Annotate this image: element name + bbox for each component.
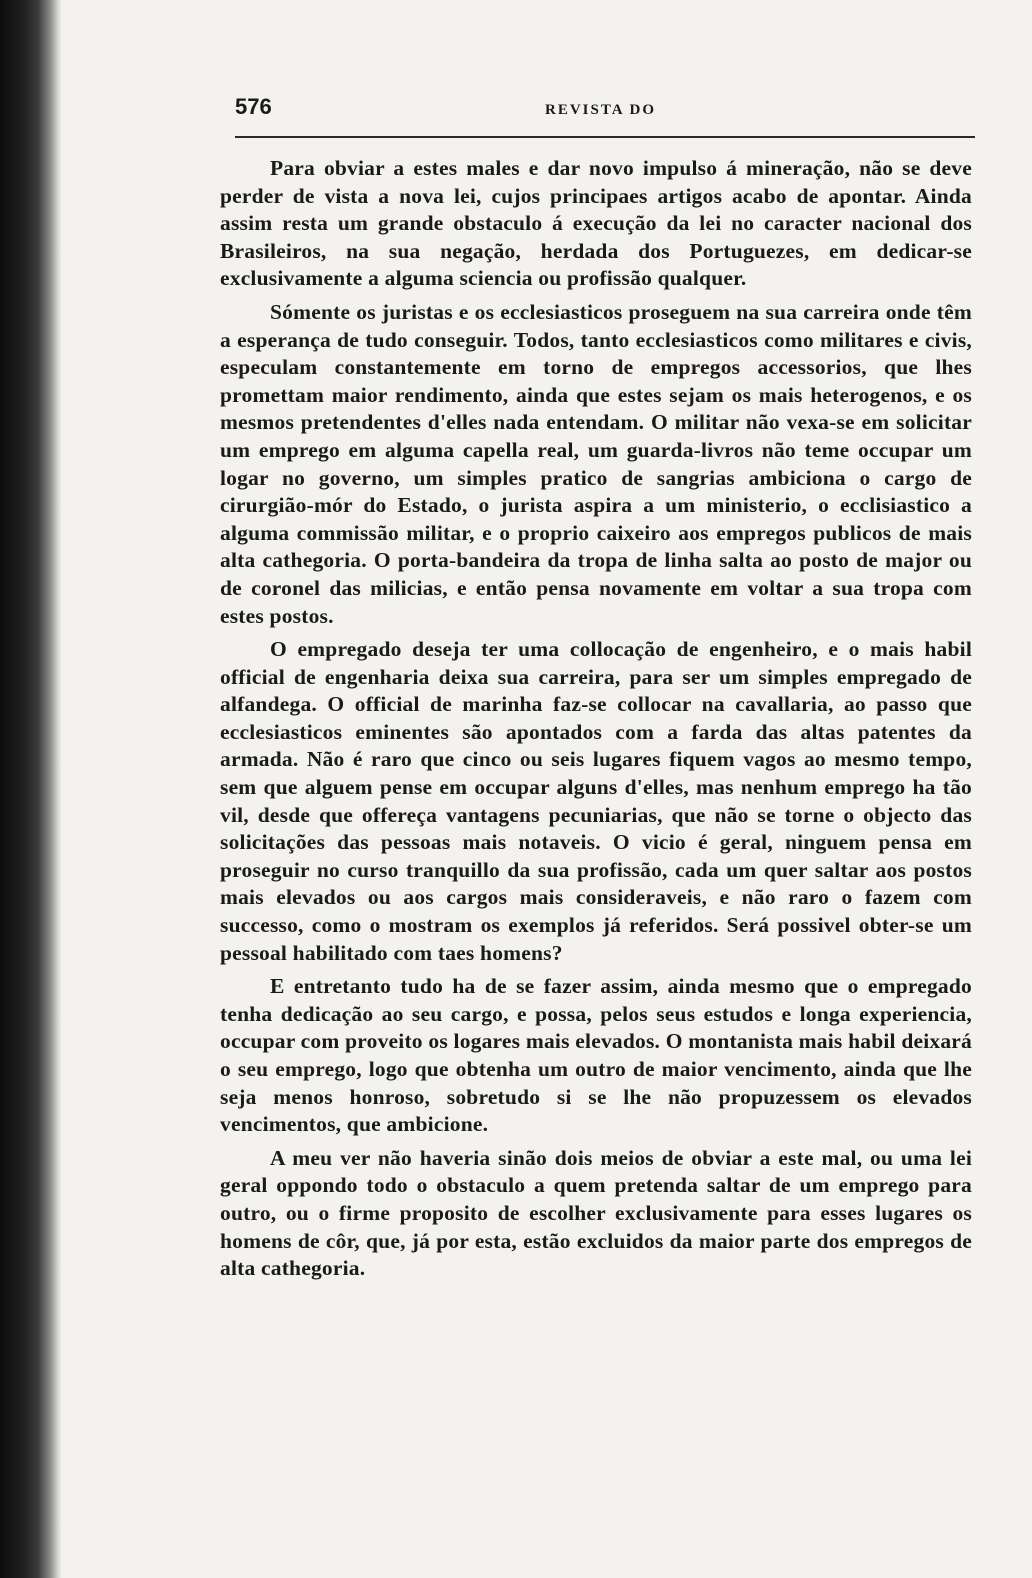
- journal-title: REVISTA DO: [545, 102, 656, 118]
- book-binding-shadow: [0, 0, 62, 1578]
- running-head: [235, 92, 975, 138]
- paragraph-1: Para obviar a estes males e dar novo impulso á mineração, não se deve perder de vista a nova lei, cujos principaes artigos acabo de apontar. Ainda assim resta um grande obstaculo á execução da lei no caracter nacional dos Brasileiros, na sua negação, herdada dos Portuguezes, em dedicar-se exclusivamente a alguma sciencia ou profissão qualquer.: [220, 156, 972, 291]
- paragraph-2: Sómente os juristas e os ecclesiasticos proseguem na sua carreira onde têm a esperança de tudo conseguir. Todos, tanto ecclesiasticos como militares e civis, especulam constantemente em torno de empregos accessorios, que lhes promettam maior rendimento, ainda que estes sejam os mais heterogenos, e os mesmos pretendentes d'elles nada entendam. O militar não vexa-se em solicitar um emprego em alguma capella real, um guarda-livros não teme occupar um logar no governo, um simples pratico de sangrias ambiciona o cargo de cirurgião-mór do Estado, o jurista aspira a um ministerio, o ecclisiastico a alguma commissão militar, e o proprio caixeiro aos empregos publicos de mais alta cathegoria. O porta-bandeira da tropa de linha salta ao posto de major ou de coronel das milicias, e então pensa novamente em voltar a sua tropa com estes postos.: [220, 299, 972, 628]
- body-text: [220, 155, 972, 1289]
- page-number: 576: [235, 94, 272, 119]
- paragraph-5: A meu ver não haveria sinão dois meios de obviar a este mal, ou uma lei geral oppondo todo o obstaculo a quem pretenda saltar de um emprego para outro, ou o firme proposito de escolher exclusivamente para esses lugares os homens de côr, que, já por esta, estão excluidos da maior parte dos empregos de alta cathegoria.: [220, 1145, 972, 1281]
- book-page: [205, 0, 975, 1578]
- paragraph-4: E entretanto tudo ha de se fazer assim, ainda mesmo que o empregado tenha dedicação ao seu cargo, e possa, pelos seus estudos e longa experiencia, occupar com proveito os logares mais elevados. O montanista mais habil deixará o seu emprego, logo que obtenha um outro de maior vencimento, ainda que lhe seja menos honroso, sobretudo si se lhe não propuzessem os elevados vencimentos, que ambicione.: [220, 974, 972, 1137]
- paragraph-3: O empregado deseja ter uma collocação de engenheiro, e o mais habil official de engenharia deixa sua carreira, para ser um simples empregado de alfandega. O official de marinha faz-se collocar na cavallaria, ao passo que ecclesiasticos eminentes são apontados com a farda das altas patentes da armada. Não é raro que cinco ou seis lugares fiquem vagos ao mesmo tempo, sem que alguem pense em occupar alguns d'elles, mas nenhum emprego ha tão vil, desde que offereça vantagens pecuniarias, que não se torne o objecto das solicitações das pessoas mais notaveis. O vicio é geral, ninguem pensa em proseguir no curso tranquillo da sua profissão, cada um quer saltar aos postos mais elevados ou aos cargos mais consideraveis, e não raro o fazem com successo, como o mostram os exemplos já referidos. Será possivel obter-se um pessoal habilitado com taes homens?: [220, 637, 972, 965]
